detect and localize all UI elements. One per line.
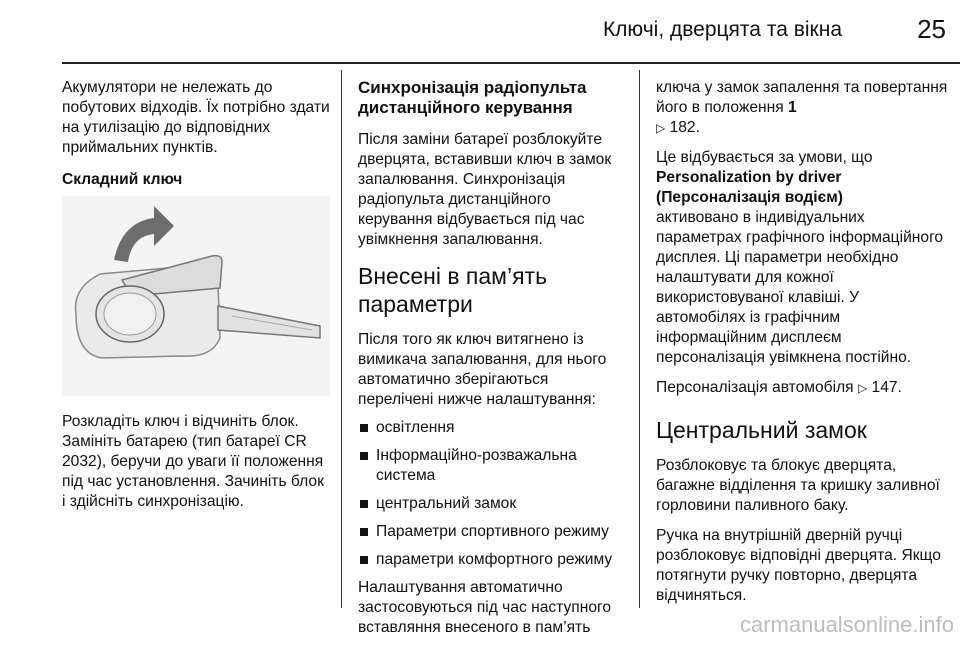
list-item: центральний замок: [358, 494, 628, 514]
bullet-square-icon: [360, 500, 368, 508]
memory-settings-heading: Внесені в пам’ять параметри: [358, 263, 548, 317]
list-item: параметри комфортного режиму: [358, 550, 628, 570]
page-number: 25: [917, 14, 946, 44]
list-item: Інформаційно-розважальна система: [358, 446, 628, 486]
memory-settings-intro: Після того як ключ витягнено із вимикача запалювання, для нього автоматично зберігаються перелічені нижче налаштування:: [358, 331, 607, 408]
memory-settings-list: [358, 418, 628, 570]
header-title: Ключі, дверцята та вікна: [602, 18, 842, 41]
central-lock-text-1: Розблоковує та блокує дверцята, багажне відділення та кришку заливної горловини паливного баку.: [656, 457, 940, 514]
battery-replacement-steps: Розкладіть ключ і відчиніть блок. Замініть батарею (тип батареї CR 2032), беручи до уваги її положення під час установлення. Зачиніть блок і здійсніть синхронізацію.: [62, 413, 324, 510]
remote-sync-heading: Синхронізація радіопульта дистанційного керування: [358, 78, 587, 117]
central-lock-text-2: Ручка на внутрішній дверній ручці розблоковує відповідні дверцята. Якщо потягнути ручку повторно, дверцята відчиняться.: [656, 527, 941, 604]
bullet-square-icon: [360, 452, 368, 460]
list-item: освітлення: [358, 418, 628, 438]
page-reference-arrow-icon: ▷: [656, 121, 666, 135]
watermark: carmanualsonline.info: [739, 612, 954, 637]
remote-sync-text: Після заміни батареї розблокуйте дверцята, вставивши ключ в замок запалювання. Синхронізація радіопульта дистанційного керування відбувається під час увімкнення запалювання.: [358, 131, 612, 248]
key-position-text: ключа у замок запалення та повертання його в положення 1 ▷ 182.: [656, 79, 948, 136]
vehicle-personalization-ref: Персоналізація автомобіля ▷ 147.: [656, 379, 902, 396]
memory-settings-outro: Налаштування автоматично застосовуються під час наступного вставляння внесеного в пам’ять: [358, 579, 612, 636]
personalization-condition: Це відбувається за умови, що Personalization by driver (Персоналізація водієм) активовано в індивідуальних параметрах графічного інформаційного дисплея. Ці параметри необхідно налаштувати для кожної використовуваної клавіші. У автомобілях із графічним інформаційним дисплеєм персоналізація увімкнена постійно.: [656, 149, 944, 366]
page-reference-arrow-icon: ▷: [857, 381, 868, 395]
bullet-square-icon: [360, 528, 368, 536]
column-divider-1: [341, 70, 342, 608]
column-divider-2: [639, 70, 640, 608]
folding-key-battery-illustration: [62, 196, 330, 396]
page-reference-link[interactable]: 182.: [669, 119, 700, 136]
battery-disposal-note: Акумулятори не нележать до побутових відходів. Їх потрібно здати на утилізацію до відповідних приймальних пунктів.: [62, 79, 330, 156]
column-1: [62, 78, 330, 524]
page-header: [0, 0, 960, 64]
page-reference-link[interactable]: 147.: [871, 379, 902, 396]
bullet-square-icon: [360, 424, 368, 432]
column-3: [656, 78, 950, 618]
folding-key-heading: Складний ключ: [62, 171, 183, 188]
list-item: Параметри спортивного режиму: [358, 522, 628, 542]
header-rule: [62, 62, 960, 64]
bullet-square-icon: [360, 556, 368, 564]
central-lock-heading: Центральний замок: [656, 417, 867, 443]
column-2: [358, 78, 628, 650]
